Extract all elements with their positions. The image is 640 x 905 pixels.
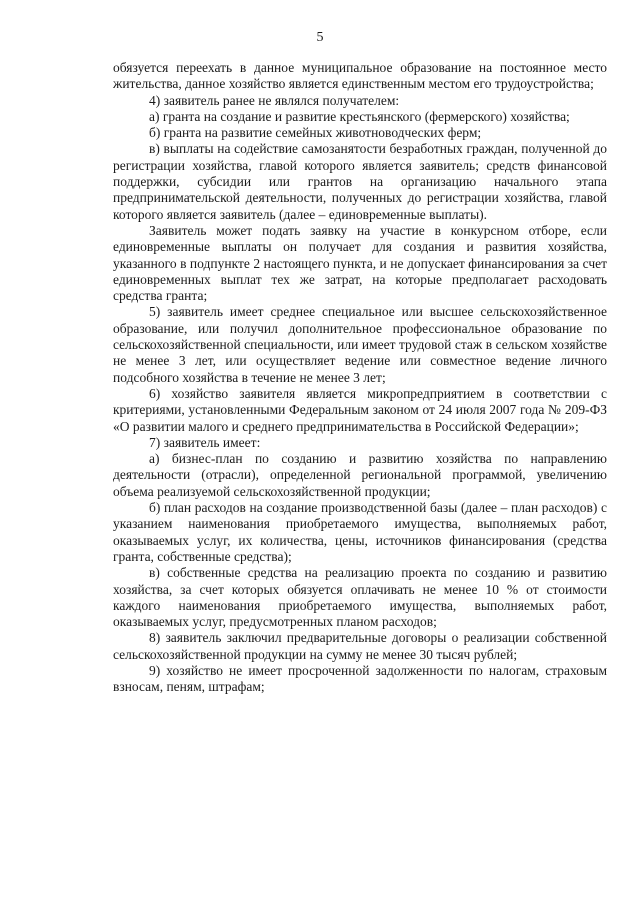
paragraph: б) гранта на развитие семейных животноводческих ферм;	[149, 125, 482, 141]
paragraph: 9) хозяйство не имеет просроченной задолженности по налогам, страховым взносам, пеням, штрафам;	[113, 662, 607, 695]
page-number: 5	[316, 30, 324, 45]
paragraph: 4) заявитель ранее не являлся получателем:	[149, 92, 400, 108]
paragraph: Заявитель может подать заявку на участие в конкурсном отборе, если единовременные выплаты он получает для создания и развития хозяйства, указанного в подпункте 2 настоящего пункта, и не допускает финансирования за счет единовременных выплат тех же затрат, на которые предполагает расходовать средства гранта;	[113, 222, 607, 304]
paragraph: обязуется переехать в данное муниципальное образование на постоянное место жительства, данное хозяйство является единственным местом его трудоустройства;	[113, 60, 607, 92]
paragraph: 5) заявитель имеет среднее специальное или высшее сельскохозяйственное образование, или получил дополнительное профессиональное образование по сельскохозяйственной специальности, или имеет трудовой стаж в сельском хозяйстве не менее 3 лет, или осуществляет ведение или совместное ведение личного подсобного хозяйства в течение не менее 3 лет;	[113, 304, 607, 385]
paragraph: в) выплаты на содействие самозанятости безработных граждан, полученной до регистрации хозяйства, главой которого является заявитель; средств финансовой поддержки, субсидии или грантов на организацию начального этапа предпринимательской деятельности, полученных до регистрации хозяйства, главой которого является заявитель (далее – единовременные выплаты).	[113, 141, 607, 222]
document-body	[113, 60, 607, 696]
paragraph: 8) заявитель заключил предварительные договоры о реализации собственной сельскохозяйственной продукции на сумму не менее 30 тысяч рублей;	[113, 630, 607, 662]
paragraph: 7) заявитель имеет:	[149, 434, 261, 450]
paragraph: а) бизнес-план по созданию и развитию хозяйства по направлению деятельности (отрасли), определенной региональной программой, увеличению объема реализуемой сельскохозяйственной продукции;	[113, 451, 607, 499]
paragraph: 6) хозяйство заявителя является микропредприятием в соответствии с критериями, установленными Федеральным законом от 24 июля 2007 года № 209-ФЗ «О развитии малого и среднего предпринимательства в Российской Федерации»;	[113, 385, 607, 434]
paragraph: в) собственные средства на реализацию проекта по созданию и развитию хозяйства, за счет которых обязуется оплачивать не менее 10 % от стоимости каждого наименования приобретаемого имущества, выполняемых работ, оказываемых услуг, предусмотренных планом расходов;	[113, 565, 607, 630]
paragraph: б) план расходов на создание производственной базы (далее – план расходов) с указанием наименования приобретаемого имущества, выполняемых работ, оказываемых услуг, их количества, цены, источников финансирования (средства гранта, собственные средства);	[113, 500, 607, 564]
paragraph: а) гранта на создание и развитие крестьянского (фермерского) хозяйства;	[149, 108, 570, 124]
